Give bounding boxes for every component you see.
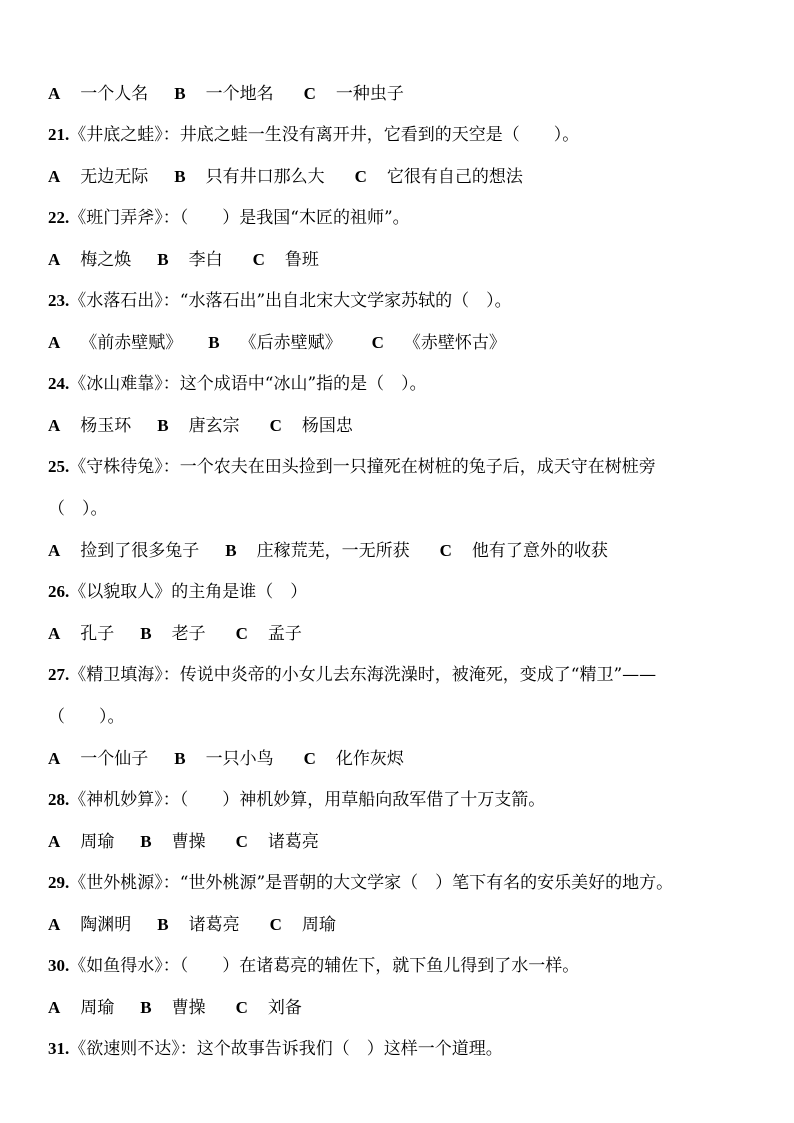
answer-option-c — [270, 415, 353, 437]
question-number: 25. — [48, 457, 70, 476]
option-label: B — [140, 998, 152, 1017]
option-text: 一个仙子 — [80, 749, 149, 769]
answer-option-b — [174, 83, 273, 105]
option-label: B — [157, 416, 169, 435]
option-label: A — [48, 167, 61, 186]
option-text: 周瑜 — [80, 998, 115, 1018]
answer-option-c — [304, 83, 404, 105]
option-text: 周瑜 — [80, 832, 115, 852]
question-number: 29. — [48, 873, 70, 892]
question-number: 30. — [48, 956, 70, 975]
question-text: 《神机妙算》：（ ）神机妙算，用草船向敌军借了十万支箭。 — [69, 790, 546, 810]
question-number: 26. — [48, 582, 70, 601]
option-text: 杨国忠 — [301, 416, 353, 436]
option-label: A — [48, 624, 61, 643]
option-label: C — [371, 333, 384, 352]
option-label: B — [174, 84, 186, 103]
question-text: 《冰山难靠》：这个成语中“冰山”指的是（ ）。 — [69, 374, 427, 394]
question-text: 《精卫填海》：传说中炎帝的小女儿去东海洗澡时，被淹死，变成了“精卫”—— — [69, 665, 657, 685]
option-label: B — [174, 749, 186, 768]
answer-options — [48, 249, 754, 271]
question-text: 《世外桃源》：“世外桃源”是晋朝的大文学家（ ）笔下有名的安乐美好的地方。 — [69, 873, 674, 893]
question-text: 《水落石出》：“水落石出”出自北宋大文学家苏轼的（ ）。 — [69, 291, 512, 311]
answer-option-c — [304, 748, 404, 770]
answer-options — [48, 415, 754, 437]
option-text: 孔子 — [80, 624, 115, 644]
option-text: 一种虫子 — [335, 84, 404, 104]
option-text: 化作灰烬 — [335, 749, 404, 769]
answer-option-b — [140, 623, 205, 645]
option-text: 他有了意外的收获 — [471, 541, 608, 561]
option-text: 唐玄宗 — [188, 416, 240, 436]
answer-option-a — [48, 914, 131, 936]
option-text: 刘备 — [267, 998, 302, 1018]
answer-option-c — [236, 623, 302, 645]
question-text: 《以貌取人》的主角是谁（ ） — [69, 582, 308, 602]
answer-option-a — [48, 540, 199, 562]
answer-options — [48, 166, 754, 188]
answer-options — [48, 332, 754, 354]
answer-options — [48, 914, 754, 936]
question-number: 28. — [48, 790, 70, 809]
answer-options — [48, 831, 754, 853]
option-label: B — [225, 541, 237, 560]
option-label: B — [140, 832, 152, 851]
question-line — [48, 581, 754, 603]
question-text: （ ）。 — [48, 707, 125, 727]
question-text: 《欲速则不达》：这个故事告诉我们（ ）这样一个道理。 — [69, 1039, 503, 1059]
answer-option-b — [157, 914, 239, 936]
option-text: 《赤壁怀古》 — [403, 333, 506, 353]
option-text: 梅之焕 — [80, 250, 132, 270]
answer-option-b — [225, 540, 409, 562]
question-text: 《井底之蛙》：井底之蛙一生没有离开井，它看到的天空是（ ）。 — [69, 125, 580, 145]
option-text: 李白 — [188, 250, 223, 270]
answer-options — [48, 748, 754, 770]
answer-option-c — [355, 166, 523, 188]
answer-option-b — [174, 166, 324, 188]
answer-option-a — [48, 249, 131, 271]
question-line — [48, 456, 754, 478]
option-text: 杨玉环 — [80, 416, 132, 436]
question-continuation — [48, 498, 754, 520]
option-label: B — [157, 250, 169, 269]
option-label: C — [303, 84, 316, 103]
option-label: B — [140, 624, 152, 643]
question-number: 22. — [48, 208, 70, 227]
answer-option-b — [208, 332, 341, 354]
answer-options — [48, 540, 754, 562]
option-text: 《后赤壁赋》 — [239, 333, 342, 353]
option-label: C — [439, 541, 452, 560]
option-text: 周瑜 — [301, 915, 336, 935]
question-line — [48, 789, 754, 811]
option-label: C — [235, 624, 248, 643]
option-label: A — [48, 832, 61, 851]
answer-option-a — [48, 748, 148, 770]
option-label: A — [48, 541, 61, 560]
answer-options — [48, 623, 754, 645]
option-text: 庄稼荒芜，一无所获 — [256, 541, 410, 561]
option-label: A — [48, 250, 61, 269]
option-label: C — [235, 998, 248, 1017]
answer-option-c — [440, 540, 608, 562]
option-text: 一个地名 — [205, 84, 274, 104]
option-label: A — [48, 84, 61, 103]
question-number: 27. — [48, 665, 70, 684]
answer-option-c — [253, 249, 319, 271]
option-text: 捡到了很多兔子 — [80, 541, 200, 561]
option-text: 无边无际 — [80, 167, 149, 187]
answer-option-c — [236, 997, 302, 1019]
option-text: 孟子 — [267, 624, 302, 644]
answer-option-c — [270, 914, 336, 936]
answer-option-a — [48, 997, 114, 1019]
option-text: 诸葛亮 — [188, 915, 240, 935]
option-label: C — [235, 832, 248, 851]
option-text: 一个人名 — [80, 84, 149, 104]
answer-option-a — [48, 623, 114, 645]
answer-option-a — [48, 415, 131, 437]
option-text: 诸葛亮 — [267, 832, 319, 852]
option-label: C — [354, 167, 367, 186]
option-label: C — [269, 416, 282, 435]
answer-option-a — [48, 166, 148, 188]
option-label: A — [48, 333, 61, 352]
question-continuation — [48, 706, 754, 728]
option-label: C — [252, 250, 265, 269]
answer-option-a — [48, 831, 114, 853]
question-line — [48, 872, 754, 894]
option-text: 老子 — [171, 624, 206, 644]
answer-options — [48, 83, 754, 105]
option-label: A — [48, 915, 61, 934]
option-text: 曹操 — [171, 998, 206, 1018]
answer-option-a — [48, 83, 148, 105]
answer-option-b — [157, 415, 239, 437]
answer-option-a — [48, 332, 182, 354]
option-text: 《前赤壁赋》 — [80, 333, 183, 353]
question-line — [48, 1038, 754, 1060]
question-line — [48, 664, 754, 686]
question-line — [48, 955, 754, 977]
option-label: B — [157, 915, 169, 934]
question-number: 23. — [48, 291, 70, 310]
option-label: C — [303, 749, 316, 768]
option-label: B — [174, 167, 186, 186]
answer-option-b — [140, 997, 205, 1019]
option-text: 只有井口那么大 — [205, 167, 325, 187]
answer-option-b — [174, 748, 273, 770]
question-text: （ ）。 — [48, 499, 108, 519]
question-number: 31. — [48, 1039, 70, 1058]
option-label: B — [208, 333, 220, 352]
question-line — [48, 373, 754, 395]
option-text: 曹操 — [171, 832, 206, 852]
option-text: 它很有自己的想法 — [386, 167, 523, 187]
answer-options — [48, 997, 754, 1019]
answer-option-c — [236, 831, 319, 853]
question-number: 21. — [48, 125, 70, 144]
option-text: 陶渊明 — [80, 915, 132, 935]
question-text: 《守株待兔》：一个农夫在田头捡到一只撞死在树桩的兔子后，成天守在树桩旁 — [69, 457, 656, 477]
answer-option-b — [157, 249, 222, 271]
option-text: 鲁班 — [284, 250, 319, 270]
option-label: C — [269, 915, 282, 934]
option-label: A — [48, 416, 61, 435]
option-label: A — [48, 749, 61, 768]
question-text: 《班门弄斧》：（ ）是我国“木匠的祖师”。 — [69, 208, 410, 228]
question-line — [48, 290, 754, 312]
option-label: A — [48, 998, 61, 1017]
option-text: 一只小鸟 — [205, 749, 274, 769]
question-number: 24. — [48, 374, 70, 393]
question-line — [48, 124, 754, 146]
question-text: 《如鱼得水》：（ ）在诸葛亮的辅佐下，就下鱼儿得到了水一样。 — [69, 956, 580, 976]
answer-option-b — [140, 831, 205, 853]
answer-option-c — [372, 332, 506, 354]
question-line — [48, 207, 754, 229]
